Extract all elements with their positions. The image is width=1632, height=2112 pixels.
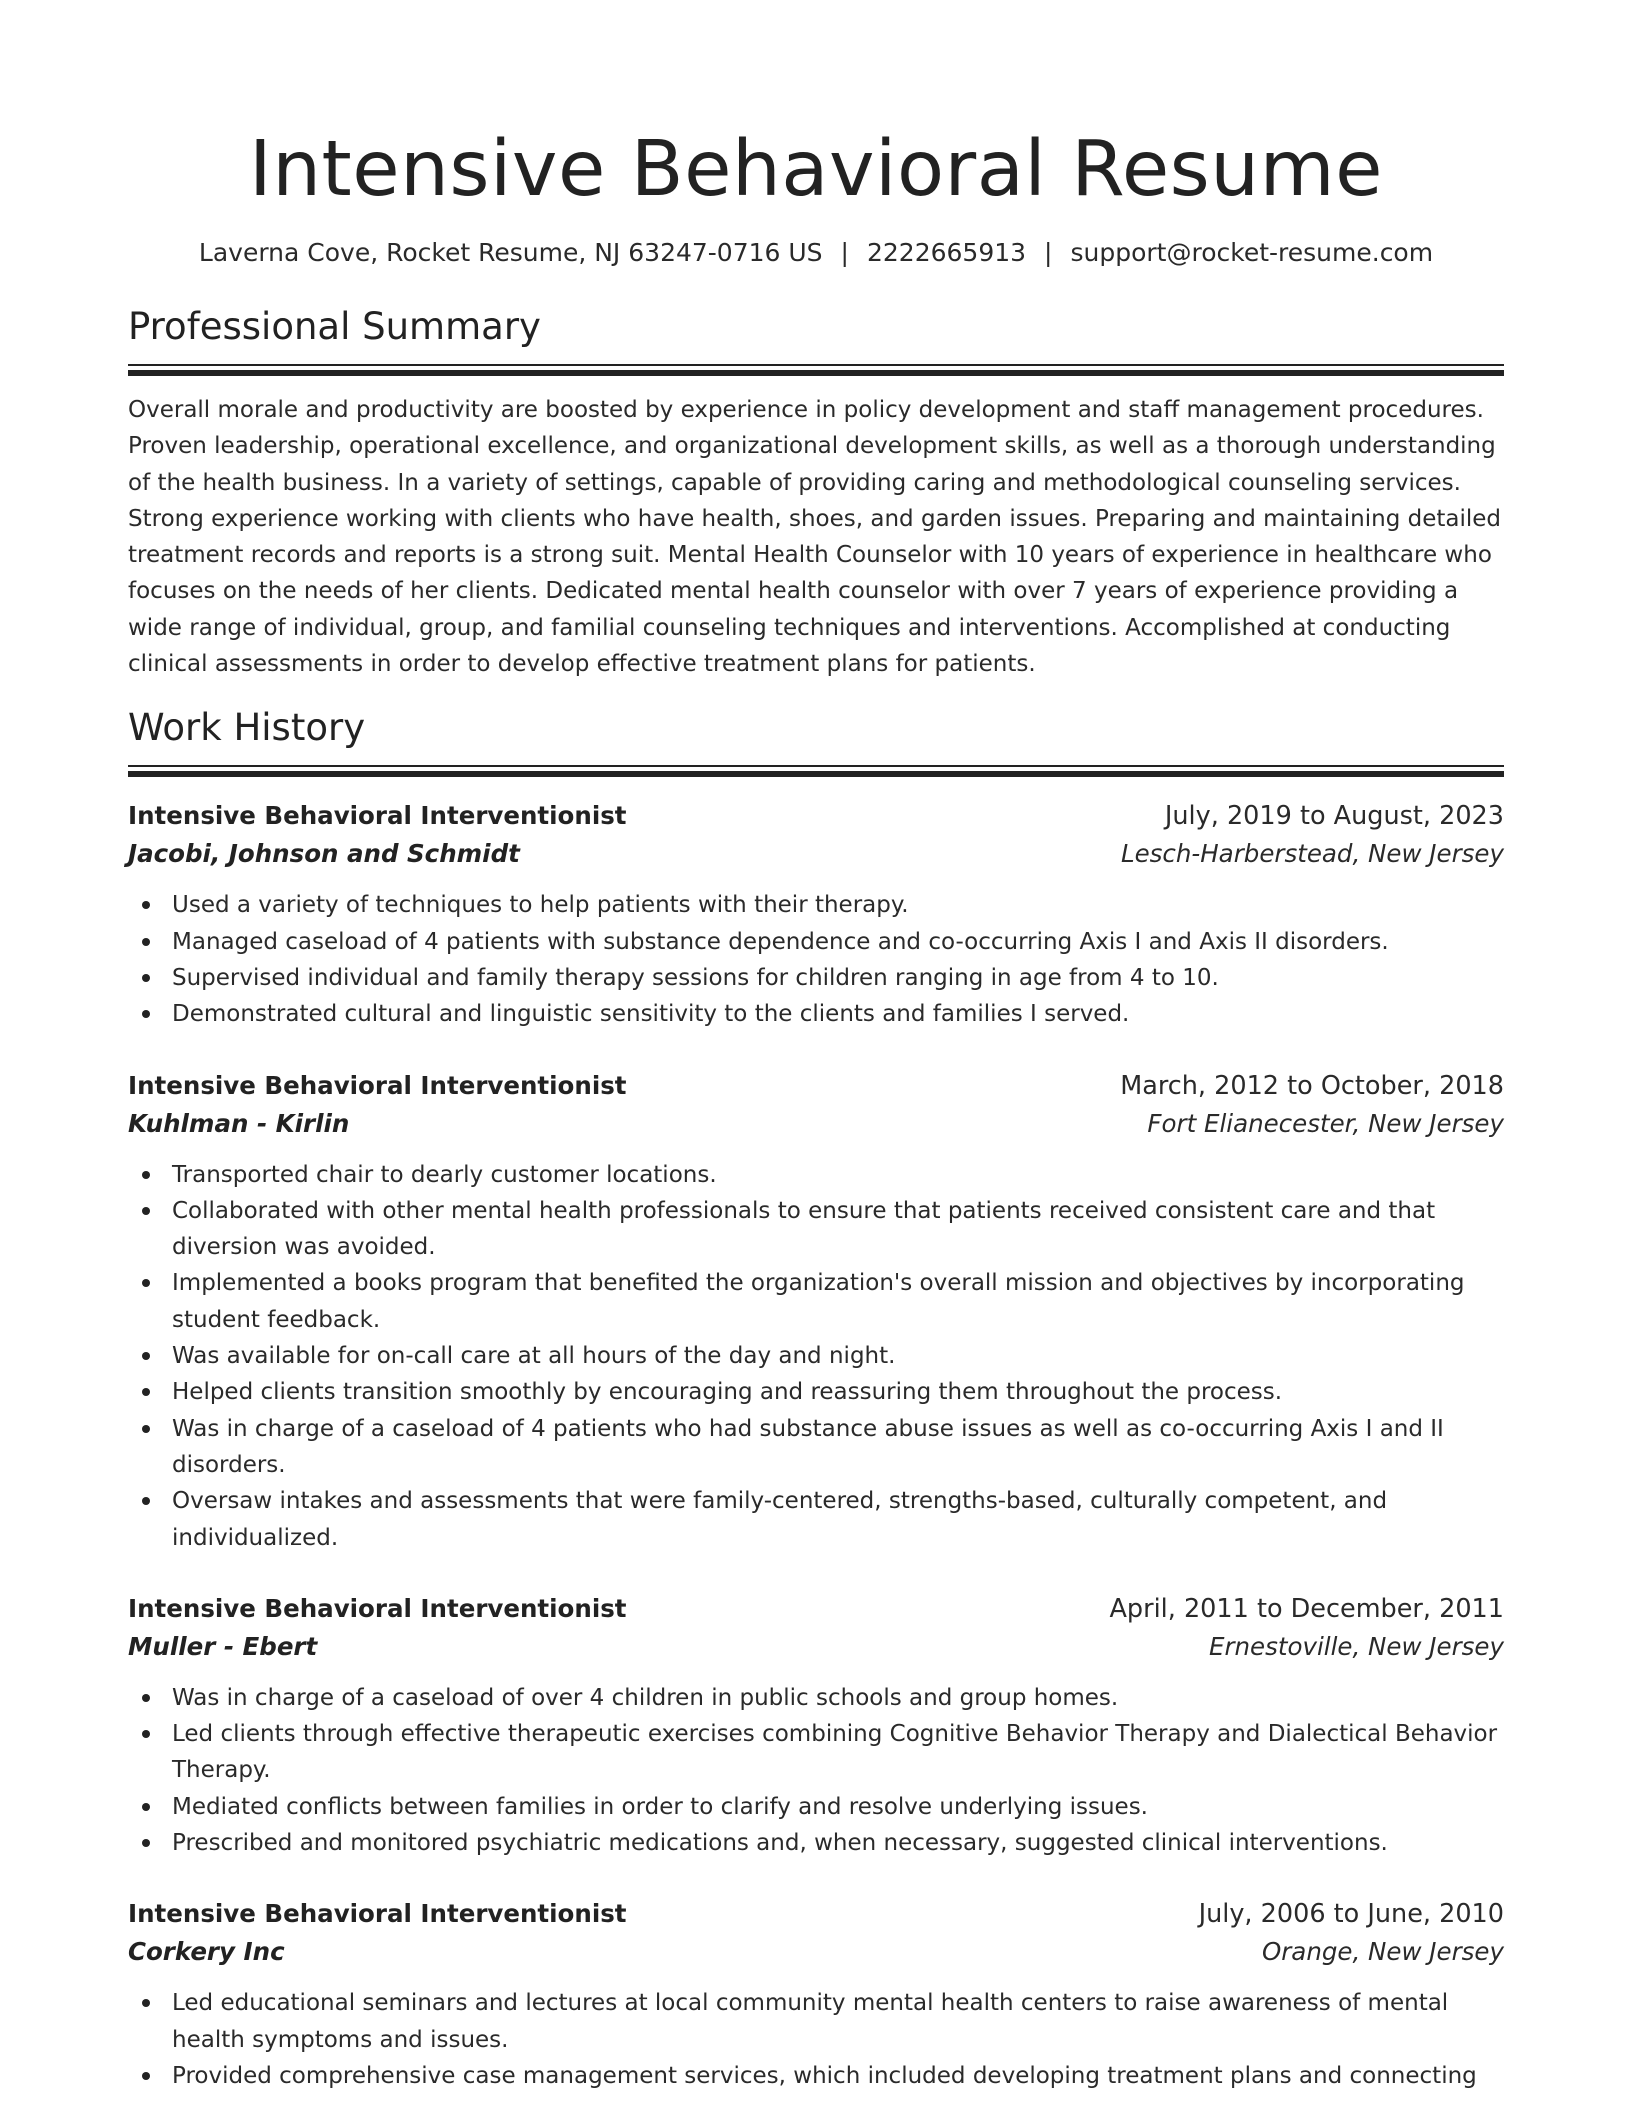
job-title: Intensive Behavioral Interventionist <box>128 1593 627 1623</box>
bullet-dot-icon <box>142 938 150 946</box>
list-item <box>128 1265 1504 1338</box>
bullet-text: Mediated conflicts between families in order to clarify and resolve underlying issues. <box>172 1793 1148 1820</box>
list-item <box>128 996 1504 1032</box>
bullet-text: Was in charge of a caseload of over 4 children in public schools and group homes. <box>172 1684 1119 1711</box>
section-heading: Professional Summary <box>128 305 541 348</box>
job-entry <box>128 1590 1504 1861</box>
bullet-dot-icon <box>142 1730 150 1738</box>
list-item <box>128 1985 1504 2058</box>
list-item <box>128 1716 1504 1789</box>
list-item <box>128 1338 1504 1374</box>
bullet-dot-icon <box>142 1803 150 1811</box>
professional-summary-section <box>128 304 1504 682</box>
bullet-text: Helped clients transition smoothly by encouraging and reassuring them throughout the process. <box>172 1379 1283 1406</box>
job-bullet-list <box>128 1157 1504 1556</box>
resume-title: Intensive Behavioral Resume <box>249 125 1383 214</box>
bullet-text: Managed caseload of 4 patients with substance dependence and co-occurring Axis I and Axis II disorders. <box>172 928 1389 955</box>
list-item <box>128 924 1504 960</box>
contact-address: Laverna Cove, Rocket Resume, NJ 63247-0716 US <box>198 238 823 267</box>
job-company: Jacobi, Johnson and Schmidt <box>128 839 520 869</box>
bullet-dot-icon <box>142 1999 150 2007</box>
job-title: Intensive Behavioral Interventionist <box>128 801 627 831</box>
job-dates: July, 2019 to August, 2023 <box>1164 801 1504 832</box>
bullet-text: Implemented a books program that benefited the organization's overall mission and objectives by incorporating student feedback. <box>172 1270 1465 1333</box>
bullet-text: Prescribed and monitored psychiatric medications and, when necessary, suggested clinical interventions. <box>172 1830 1388 1857</box>
contact-line <box>128 236 1504 270</box>
job-dates: July, 2006 to June, 2010 <box>1198 1899 1504 1930</box>
job-entry <box>128 1067 1504 1556</box>
job-employer-row <box>128 1933 1504 1971</box>
list-item <box>128 2058 1504 2094</box>
summary-text: Overall morale and productivity are boosted by experience in policy development and staff management procedures. Proven leadership, operational excellence, and organizational development skills, as well as a thorough understanding of the health business. In a variety of settings, capable of providing caring and methodological counseling services. Strong experience working with clients who have health, shoes, and garden issues. Preparing and maintaining detailed treatment records and reports is a strong suit. Mental Health Counselor with 10 years of experience in healthcare who focuses on the needs of her clients. Dedicated mental health counselor with over 7 years of experience providing a wide range of individual, group, and familial counseling techniques and interventions. Accomplished at conducting clinical assessments in order to develop effective treatment plans for patients. <box>128 397 1502 678</box>
contact-email: support@rocket-resume.com <box>1070 238 1434 267</box>
list-item <box>128 1411 1504 1484</box>
list-item <box>128 887 1504 923</box>
list-item <box>128 1157 1504 1193</box>
bullet-dot-icon <box>142 2072 150 2080</box>
job-employer-row <box>128 835 1504 873</box>
job-list <box>128 797 1504 2094</box>
bullet-dot-icon <box>142 1352 150 1360</box>
list-item <box>128 1374 1504 1410</box>
bullet-dot-icon <box>142 1279 150 1287</box>
bullet-text: Led educational seminars and lectures at local community mental health centers to raise awareness of mental health symptoms and issues. <box>172 1990 1449 2053</box>
bullet-dot-icon <box>142 1388 150 1396</box>
job-location: Orange, New Jersey <box>1261 1937 1504 1967</box>
job-header-row <box>128 797 1504 835</box>
job-employer-row <box>128 1105 1504 1143</box>
job-location: Ernestoville, New Jersey <box>1208 1631 1504 1661</box>
bullet-text: Provided comprehensive case management services, which included developing treatment plans and connecting <box>172 2062 1477 2089</box>
job-entry <box>128 797 1504 1032</box>
job-header-row <box>128 1895 1504 1933</box>
job-bullet-list <box>128 1985 1504 2094</box>
job-dates: April, 2011 to December, 2011 <box>1109 1593 1504 1624</box>
bullet-dot-icon <box>142 1425 150 1433</box>
bullet-text: Was in charge of a caseload of 4 patients who had substance abuse issues as well as co-occurring Axis I and II disorders. <box>172 1415 1444 1478</box>
bullet-text: Transported chair to dearly customer locations. <box>172 1161 717 1188</box>
work-history-section <box>128 705 1504 2094</box>
job-company: Kuhlman - Kirlin <box>128 1108 350 1138</box>
bullet-text: Oversaw intakes and assessments that were family-centered, strengths-based, culturally competent, and individualized. <box>172 1488 1388 1551</box>
bullet-dot-icon <box>142 974 150 982</box>
contact-phone: 2222665913 <box>866 238 1027 267</box>
bullet-text: Collaborated with other mental health professionals to ensure that patients received consistent care and that diversion was avoided. <box>172 1197 1436 1261</box>
list-item <box>128 960 1504 996</box>
bullet-dot-icon <box>142 1171 150 1179</box>
bullet-dot-icon <box>142 1497 150 1505</box>
list-item <box>128 1825 1504 1861</box>
bullet-text: Led clients through effective therapeutic exercises combining Cognitive Behavior Therapy and Dialectical Behavior Therapy. <box>172 1721 1498 1784</box>
bullet-text: Demonstrated cultural and linguistic sensitivity to the clients and families I served. <box>172 1001 1130 1028</box>
bullet-text: Used a variety of techniques to help patients with their therapy. <box>172 892 909 919</box>
list-item <box>128 1789 1504 1825</box>
bullet-dot-icon <box>142 1694 150 1702</box>
bullet-dot-icon <box>142 1010 150 1018</box>
contact-separator: | <box>1044 238 1053 267</box>
section-heading: Work History <box>128 706 366 750</box>
job-entry <box>128 1895 1504 2094</box>
job-company: Muller - Ebert <box>128 1631 318 1661</box>
job-dates: March, 2012 to October, 2018 <box>1120 1070 1504 1101</box>
job-company: Corkery Inc <box>128 1937 285 1967</box>
job-employer-row <box>128 1628 1504 1666</box>
list-item <box>128 1483 1504 1556</box>
job-title: Intensive Behavioral Interventionist <box>128 1070 627 1100</box>
job-location: Fort Elianecester, New Jersey <box>1147 1108 1504 1138</box>
job-bullet-list <box>128 887 1504 1032</box>
list-item <box>128 1193 1504 1266</box>
bullet-text: Was available for on-call care at all hours of the day and night. <box>172 1343 896 1370</box>
bullet-dot-icon <box>142 1839 150 1847</box>
job-header-row <box>128 1590 1504 1628</box>
resume-page <box>128 0 1504 2112</box>
bullet-dot-icon <box>142 1207 150 1215</box>
bullet-dot-icon <box>142 901 150 909</box>
job-location: Lesch-Harberstead, New Jersey <box>1120 839 1504 869</box>
job-bullet-list <box>128 1680 1504 1861</box>
job-title: Intensive Behavioral Interventionist <box>128 1899 627 1929</box>
job-header-row <box>128 1067 1504 1105</box>
contact-separator: | <box>840 238 849 267</box>
bullet-text: Supervised individual and family therapy sessions for children ranging in age from 4 to 10. <box>172 964 1219 991</box>
section-divider <box>128 765 1504 777</box>
list-item <box>128 1680 1504 1716</box>
section-divider <box>128 364 1504 376</box>
